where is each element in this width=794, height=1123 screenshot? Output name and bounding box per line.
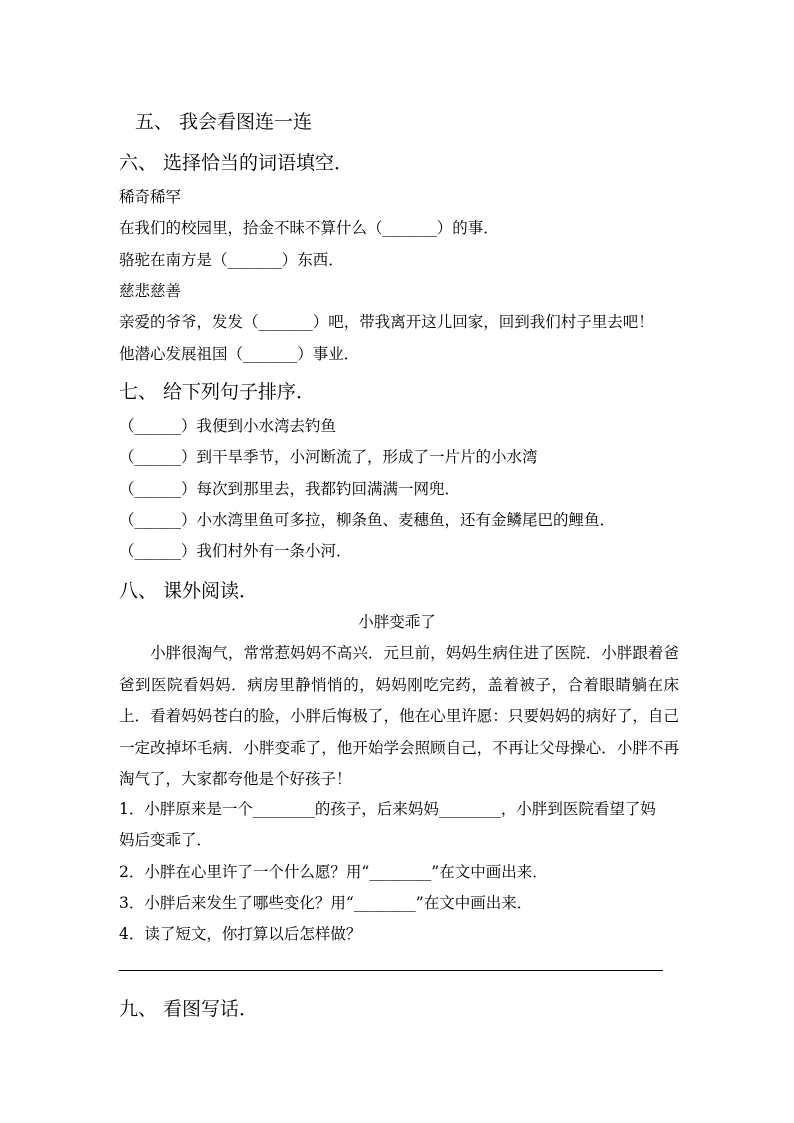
fill-sentence-4: 他潜心发展祖国（_______）事业． [119,345,360,363]
reading-question-2: 2．小胖在心里许了一个什么愿？用“________”在文中画出来． [119,863,548,881]
word-pair-2: 慈悲慈善 [119,282,182,300]
answer-line [119,970,663,971]
reading-question-1-continued: 妈后变乖了． [119,831,213,849]
word-pair-1: 稀奇稀罕 [119,188,182,206]
order-sentence-5: （______）我们村外有一条小河． [119,542,352,560]
section-8-heading: 八、 课外阅读． [119,580,259,602]
section-5-heading: 五、 我会看图连一连 [135,111,313,133]
order-sentence-3: （______）每次到那里去，我都钓回满满一网兜． [119,480,461,498]
order-sentence-1: （______）我便到小水湾去钓鱼 [119,417,337,435]
reading-question-3: 3．小胖后来发生了哪些变化？用“________”在文中画出来． [119,894,533,912]
order-sentence-4: （______）小水湾里鱼可多拉，柳条鱼、麦穗鱼，还有金鳞尾巴的鲤鱼． [119,511,616,529]
fill-sentence-3: 亲爱的爷爷，发发（_______）吧，带我离开这儿回家，回到我们村子里去吧！ [119,313,654,331]
fill-sentence-1: 在我们的校园里，拾金不昧不算什么（_______）的事． [119,219,499,237]
section-6-heading: 六、 选择恰当的词语填空． [119,152,354,174]
reading-passage: 小胖很淘气，常常惹妈妈不高兴．元旦前，妈妈生病住进了医院．小胖跟着爸爸到医院看妈妈．病房里静悄悄的，妈妈刚吃完药，盖着被子，合着眼睛躺在床上．看着妈妈苍白的脸，小胖后悔极了，他在心里许愿：只要妈妈的病好了，自己一定改掉坏毛病．小胖变乖了，他开始学会照顾自己，不再让父母操心．小胖不再淘气了，大家都夸他是个好孩子！ [119,644,679,788]
section-9-heading: 九、 看图写话． [119,998,259,1020]
reading-question-4: 4．读了短文，你打算以后怎样做？ [119,925,362,943]
section-7-heading: 七、 给下列句子排序． [119,381,316,403]
reading-question-1: 1．小胖原来是一个________的孩子，后来妈妈________，小胖到医院看望了妈 [119,800,656,818]
reading-title: 小胖变乖了 [358,613,436,631]
order-sentence-2: （______）到干旱季节，小河断流了，形成了一片片的小水湾 [119,448,538,466]
fill-sentence-2: 骆驼在南方是（_______）东西． [119,251,344,269]
